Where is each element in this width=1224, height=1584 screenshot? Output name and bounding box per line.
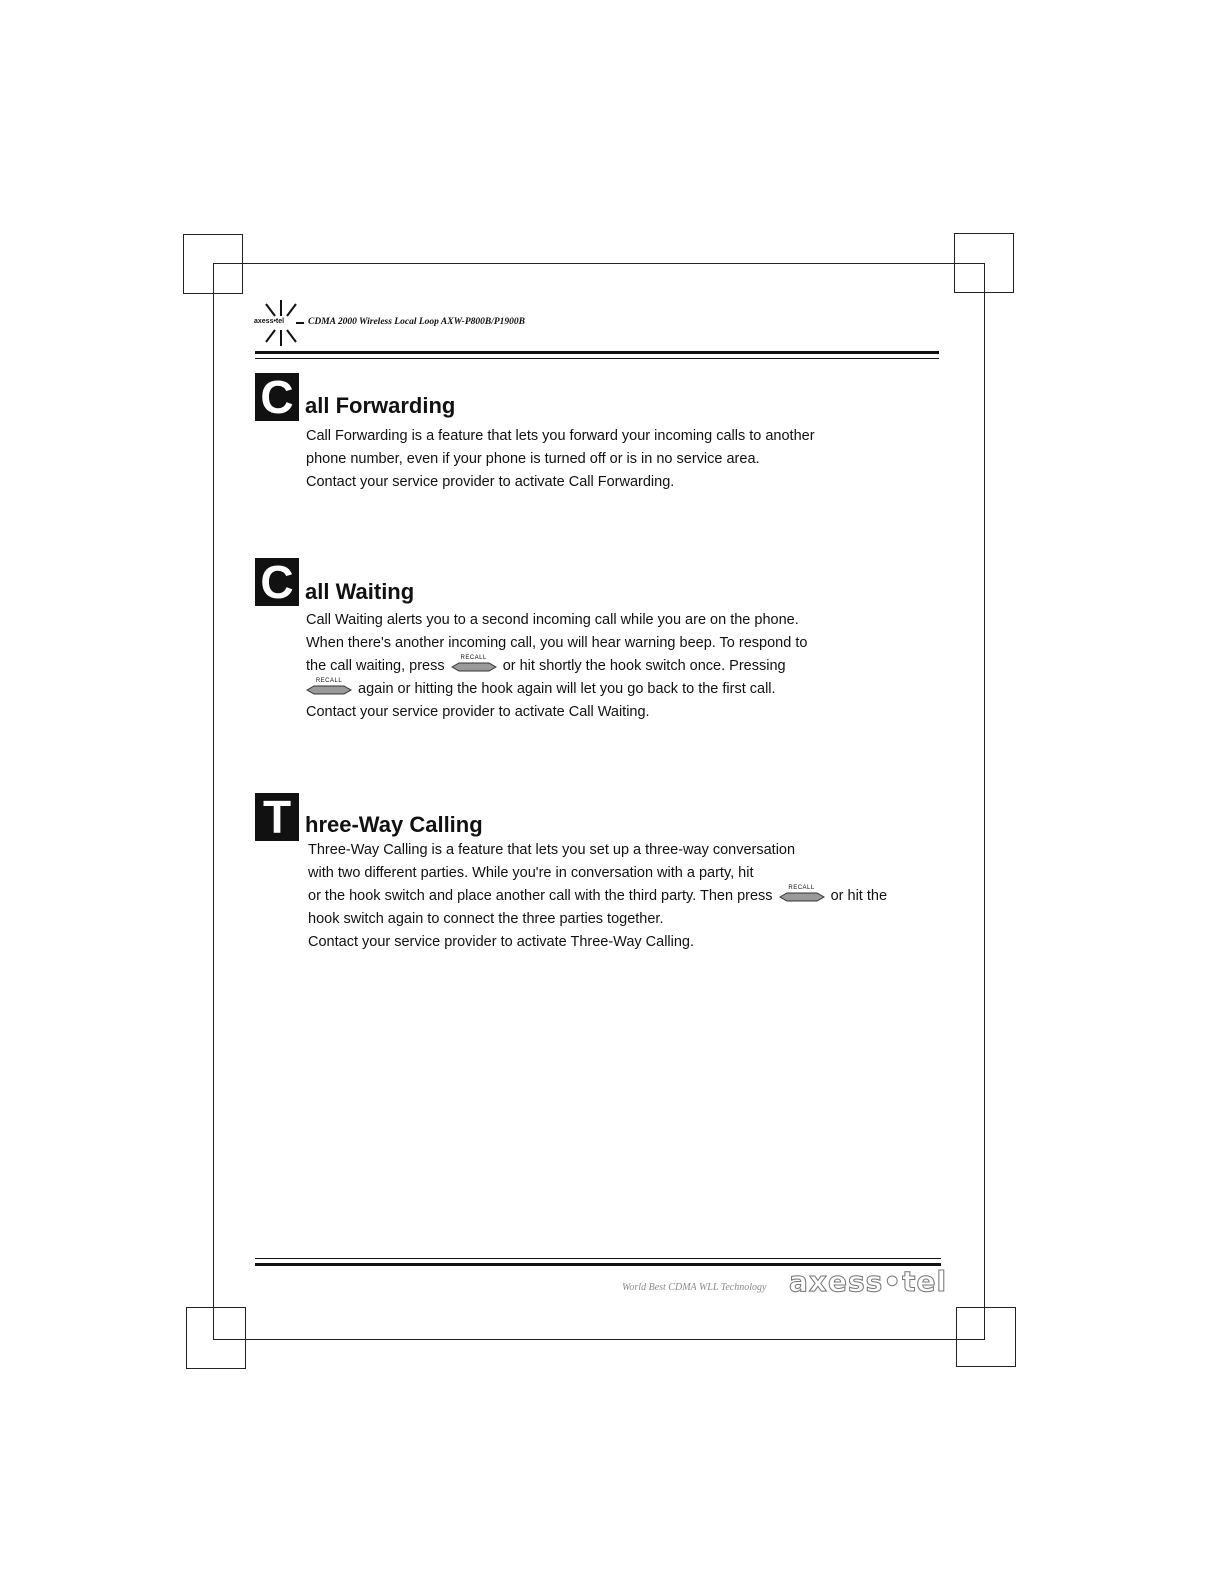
header-rule bbox=[255, 351, 939, 359]
body-line bbox=[308, 885, 887, 908]
recall-key-icon bbox=[779, 885, 825, 902]
body-line: Contact your service provider to activate Call Forwarding. bbox=[306, 474, 675, 490]
body-line bbox=[306, 655, 807, 678]
body-line bbox=[306, 678, 807, 701]
body-line: with two different parties. While you're in conversation with a party, hit bbox=[308, 865, 754, 881]
section-title: hree-Way Calling bbox=[305, 812, 483, 837]
page-header bbox=[252, 298, 942, 348]
body-line: hook switch again to connect the three parties together. bbox=[308, 911, 664, 927]
body-line: When there's another incoming call, you will hear warning beep. To respond to bbox=[306, 635, 808, 651]
body-text: or the hook switch and place another call with the third party. Then press bbox=[308, 888, 773, 904]
footer-tagline: World Best CDMA WLL Technology bbox=[622, 1282, 767, 1293]
recall-key-icon bbox=[451, 655, 497, 672]
body-line: Contact your service provider to activate Three-Way Calling. bbox=[308, 934, 695, 950]
section-call-waiting bbox=[255, 558, 915, 728]
header-brand: axess•tel bbox=[254, 318, 285, 325]
drop-cap: C bbox=[255, 558, 299, 606]
section-body bbox=[308, 839, 887, 954]
section-title: all Forwarding bbox=[305, 393, 456, 418]
section-body bbox=[306, 425, 815, 494]
recall-key-label: RECALL bbox=[788, 885, 815, 891]
body-line: phone number, even if your phone is turned off or is in no service area. bbox=[306, 451, 760, 467]
header-title: CDMA 2000 Wireless Local Loop AXW-P800B/P1900B bbox=[308, 317, 526, 327]
footer-logo: axess•tel bbox=[789, 1265, 948, 1298]
drop-cap: C bbox=[255, 373, 299, 421]
body-line: Call Waiting alerts you to a second incoming call while you are on the phone. bbox=[306, 612, 799, 628]
section-title: all Waiting bbox=[305, 579, 415, 604]
body-text: or hit shortly the hook switch once. Pressing bbox=[502, 658, 786, 674]
body-line: Contact your service provider to activate Call Waiting. bbox=[306, 704, 650, 720]
body-text: the call waiting, press bbox=[306, 658, 445, 674]
body-line: Call Forwarding is a feature that lets you forward your incoming calls to another bbox=[306, 428, 815, 444]
recall-key-label: RECALL bbox=[315, 678, 343, 684]
section-body bbox=[306, 609, 807, 724]
recall-key-label: RECALL bbox=[460, 655, 487, 661]
section-call-forwarding bbox=[255, 373, 915, 503]
section-three-way-calling bbox=[255, 793, 915, 963]
drop-cap: T bbox=[255, 793, 299, 841]
body-text: or hit the bbox=[830, 888, 888, 904]
body-text: again or hitting the hook again will let you go back to the first call. bbox=[358, 681, 776, 697]
recall-key-icon bbox=[306, 678, 352, 695]
body-line: Three-Way Calling is a feature that lets you set up a three-way conversation bbox=[308, 842, 796, 858]
